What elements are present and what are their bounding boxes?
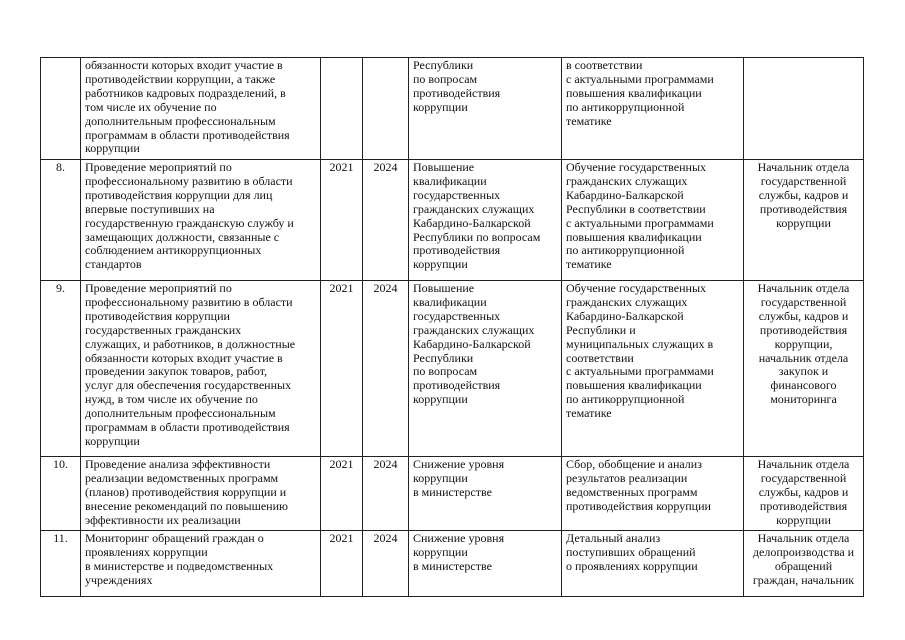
responsible-line: Начальник отдела [757, 457, 850, 471]
indicator-line: противодействия коррупции [566, 498, 711, 513]
action-line: Проведение анализа эффективности [85, 457, 271, 471]
result-line: Кабардино-Балкарской [413, 215, 531, 230]
result-line: противодействия [413, 85, 501, 100]
action-line: в министерстве и подведомственных [85, 558, 274, 573]
action-cell [81, 160, 321, 281]
table-row [41, 58, 864, 160]
row-number-cell: 11. [41, 531, 81, 597]
indicator-line: по антикоррупционной [566, 243, 685, 258]
result-cell [409, 457, 562, 531]
action-cell [81, 531, 321, 597]
result-line: в министерстве [413, 558, 492, 573]
indicator-line: поступивших обращений [566, 544, 696, 559]
indicator-line: Обучение государственных [566, 281, 707, 295]
result-line: в министерстве [413, 484, 492, 499]
indicator-line: с актуальными программами [566, 71, 714, 86]
indicator-line: повышения квалификации [566, 378, 702, 393]
action-line: государственную гражданскую службу и [85, 215, 294, 230]
action-line: нужд, в том числе их обучение по [85, 392, 258, 407]
result-line: Республики [413, 58, 474, 72]
action-line: проведении закупок товаров, работ, [85, 364, 268, 379]
result-cell [409, 531, 562, 597]
indicator-cell [562, 457, 744, 531]
action-line: программам в области противодействия [85, 420, 290, 435]
result-line: по вопросам [413, 71, 478, 86]
responsible-cell [744, 281, 864, 457]
result-line: коррупции [413, 257, 468, 272]
responsible-line: мониторинга [770, 392, 837, 407]
responsible-line: финансового [770, 378, 837, 393]
result-line: противодействия [413, 378, 501, 393]
year-end-cell: 2024 [363, 160, 409, 281]
action-line: обязанности которых входит участие в [85, 350, 283, 365]
indicator-line: муниципальных служащих в [566, 336, 714, 351]
result-line: коррупции [413, 392, 468, 407]
responsible-line: Начальник отдела [757, 281, 850, 295]
action-line: противодействии коррупции, а также [85, 71, 276, 86]
responsible-line: государственной [760, 294, 847, 309]
result-line: коррупции [413, 99, 468, 114]
action-line: работников кадровых подразделений, в [85, 85, 286, 100]
responsible-line: противодействия [759, 201, 848, 216]
year-start-cell: 2021 [321, 457, 363, 531]
responsible-cell [744, 531, 864, 597]
indicator-cell [562, 281, 744, 457]
responsible-line: государственной [760, 173, 847, 188]
responsible-line: противодействия [759, 322, 848, 337]
indicator-line: тематике [566, 257, 612, 272]
action-line: служащих, и работников, в должностные [85, 336, 296, 351]
action-line: впервые поступивших на [85, 201, 215, 216]
result-line: по вопросам [413, 364, 478, 379]
indicator-line: в соответствии [566, 58, 643, 72]
action-line: профессиональному развитию в области [85, 294, 293, 309]
action-line: государственных гражданских [85, 322, 242, 337]
action-line: профессиональному развитию в области [85, 173, 293, 188]
indicator-line: соответствии [566, 350, 634, 365]
indicator-line: гражданских служащих [566, 294, 688, 309]
row-number-cell: 9. [41, 281, 81, 457]
action-line: (планов) противодействия коррупции и [85, 484, 287, 499]
result-cell [409, 281, 562, 457]
action-cell [81, 281, 321, 457]
indicator-line: тематике [566, 406, 612, 421]
indicator-line: Кабардино-Балкарской [566, 187, 684, 202]
responsible-line: граждан, начальник [752, 572, 855, 587]
year-start-cell: 2021 [321, 531, 363, 597]
year-start-cell: 2021 [321, 160, 363, 281]
table-body [41, 58, 864, 597]
action-line: дополнительным профессиональным [85, 406, 276, 421]
action-line: эффективности их реализации [85, 512, 241, 527]
result-line: Повышение [413, 160, 475, 174]
action-line: Мониторинг обращений граждан о [85, 531, 264, 545]
indicator-line: Обучение государственных [566, 160, 707, 174]
indicator-line: о проявлениях коррупции [566, 558, 698, 573]
responsible-line: закупок и [778, 364, 829, 379]
responsible-line: службы, кадров и [758, 308, 849, 323]
indicator-cell [562, 160, 744, 281]
year-end-cell: 2024 [363, 281, 409, 457]
indicator-line: тематике [566, 113, 612, 128]
action-line: Проведение мероприятий по [85, 281, 232, 295]
indicator-line: Сбор, обобщение и анализ [566, 457, 702, 471]
result-line: Республики [413, 350, 474, 365]
responsible-line: обращений [774, 558, 833, 573]
result-line: Снижение уровня [413, 531, 505, 545]
result-line: гражданских служащих [413, 322, 535, 337]
action-line: том числе их обучение по [85, 99, 217, 114]
action-line: дополнительным профессиональным [85, 113, 276, 128]
row-number-cell: 8. [41, 160, 81, 281]
year-end-cell [363, 58, 409, 160]
indicator-line: Республики и [566, 322, 636, 337]
action-line: противодействия коррупции [85, 308, 230, 323]
responsible-cell [744, 457, 864, 531]
action-line: коррупции [85, 433, 140, 448]
table-row [41, 457, 864, 531]
indicator-line: Республики в соответствии [566, 201, 706, 216]
result-cell [409, 58, 562, 160]
result-line: противодействия [413, 243, 501, 258]
result-line: Республики по вопросам [413, 229, 541, 244]
action-line: программам в области противодействия [85, 127, 290, 142]
responsible-line: службы, кадров и [758, 484, 849, 499]
responsible-cell [744, 160, 864, 281]
action-cell [81, 58, 321, 160]
action-line: внесение рекомендаций по повышению [85, 498, 288, 513]
measures-table [40, 57, 864, 597]
indicator-line: результатов реализации [566, 470, 688, 485]
row-number-cell: 10. [41, 457, 81, 531]
indicator-line: по антикоррупционной [566, 99, 685, 114]
indicator-line: гражданских служащих [566, 173, 688, 188]
year-start-cell [321, 58, 363, 160]
indicator-line: Детальный анализ [566, 531, 661, 545]
action-line: стандартов [85, 257, 142, 272]
result-line: коррупции [413, 544, 468, 559]
table-row [41, 160, 864, 281]
indicator-line: Кабардино-Балкарской [566, 308, 684, 323]
result-cell [409, 160, 562, 281]
action-line: коррупции [85, 141, 140, 156]
result-line: коррупции [413, 470, 468, 485]
action-line: услуг для обеспечения государственных [85, 378, 292, 393]
responsible-line: коррупции [776, 215, 831, 230]
result-line: квалификации [413, 294, 487, 309]
action-line: противодействия коррупции для лиц [85, 187, 273, 202]
indicator-cell [562, 58, 744, 160]
action-line: реализации ведомственных программ [85, 470, 279, 485]
action-line: проявлениях коррупции [85, 544, 208, 559]
result-line: государственных [413, 187, 501, 202]
responsible-line: Начальник отдела [757, 531, 850, 545]
responsible-line: службы, кадров и [758, 187, 849, 202]
indicator-line: с актуальными программами [566, 215, 714, 230]
result-line: Кабардино-Балкарской [413, 336, 531, 351]
result-line: Повышение [413, 281, 475, 295]
responsible-line: государственной [760, 470, 847, 485]
responsible-line: делопроизводства и [752, 544, 855, 559]
result-line: квалификации [413, 173, 487, 188]
indicator-line: повышения квалификации [566, 85, 702, 100]
row-number-cell [41, 58, 81, 160]
result-line: Снижение уровня [413, 457, 505, 471]
table-row [41, 281, 864, 457]
action-line: учреждениях [85, 572, 153, 587]
result-line: гражданских служащих [413, 201, 535, 216]
action-line: соблюдением антикоррупционных [85, 243, 262, 258]
indicator-line: ведомственных программ [566, 484, 698, 499]
responsible-line: коррупции [776, 512, 831, 527]
indicator-cell [562, 531, 744, 597]
result-line: государственных [413, 308, 501, 323]
responsible-cell [744, 58, 864, 160]
action-line: обязанности которых входит участие в [85, 58, 283, 72]
action-line: замещающих должности, связанные с [85, 229, 280, 244]
year-start-cell: 2021 [321, 281, 363, 457]
indicator-line: с актуальными программами [566, 364, 714, 379]
indicator-line: по антикоррупционной [566, 392, 685, 407]
year-end-cell: 2024 [363, 531, 409, 597]
responsible-line: начальник отдела [758, 350, 849, 365]
year-end-cell: 2024 [363, 457, 409, 531]
action-line: Проведение мероприятий по [85, 160, 232, 174]
action-cell [81, 457, 321, 531]
table-row [41, 531, 864, 597]
responsible-line: коррупции, [774, 336, 833, 351]
responsible-line: Начальник отдела [757, 160, 850, 174]
indicator-line: повышения квалификации [566, 229, 702, 244]
responsible-line: противодействия [759, 498, 848, 513]
